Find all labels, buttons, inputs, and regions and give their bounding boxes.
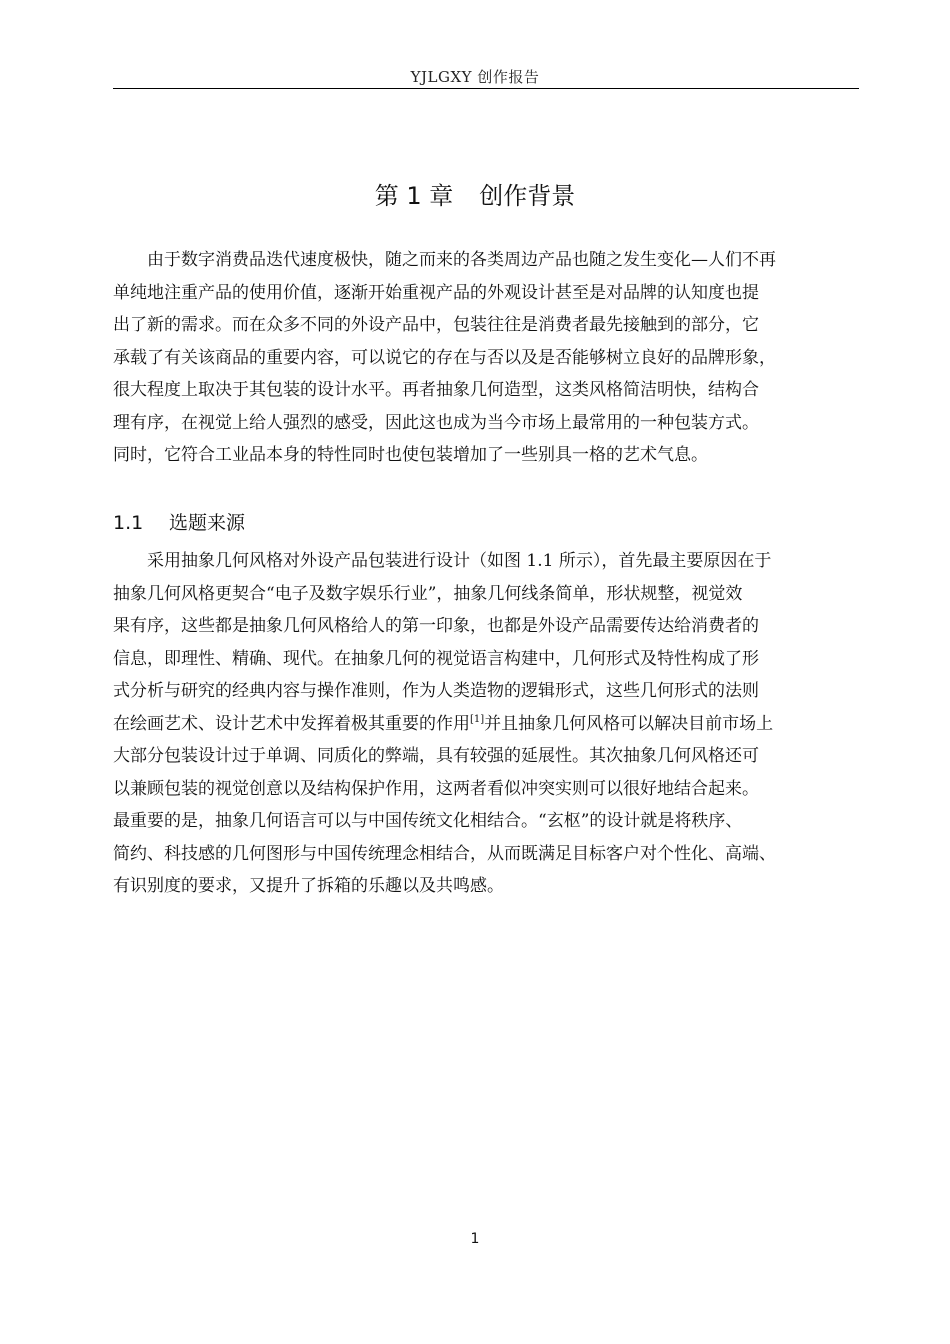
paragraph-line: 最重要的是，抽象几何语言可以与中国传统文化相结合。“玄枢”的设计就是将秩序、 [113,811,743,831]
paragraph-line: 由于数字消费品迭代速度极快，随之而来的各类周边产品也随之发生变化—人们不再 [147,250,776,270]
header-rule [113,88,859,89]
paragraph-line: 信息，即理性、精确、现代。在抽象几何的视觉语言构建中，几何形式及特性构成了形 [113,648,759,669]
paragraph-line-with-citation [113,708,863,741]
paragraph-line: 有识别度的要求，又提升了拆箱的乐趣以及共鸣感。 [113,876,504,896]
paragraph-line: 出了新的需求。而在众多不同的外设产品中，包装往往是消费者最先接触到的部分，它 [113,315,759,335]
paragraph-background [113,244,863,472]
paragraph-line: 简约、科技感的几何图形与中国传统理念相结合，从而既满足目标客户对个性化、高端、 [113,843,776,864]
chapter-title-text: 创作背景 [479,182,576,210]
paragraph-topic-source [113,545,863,903]
cite-line-text: 并且抽象几何风格可以解决目前市场上 [484,713,774,734]
chapter-number: 第 1 章 [374,182,454,210]
paragraph-line: 单纯地注重产品的使用价值，逐渐开始重视产品的外观设计甚至是对品牌的认知度也提 [113,282,759,303]
paragraph-line: 理有序，在视觉上给人强烈的感受，因此这也成为当今市场上最常用的一种包装方式。 [113,412,759,433]
paragraph-line: 同时，它符合工业品本身的特性同时也使包装增加了一些别具一格的艺术气息。 [113,445,708,465]
running-header: YJLGXY 创作报告 [410,68,540,86]
paragraph-line: 以兼顾包装的视觉创意以及结构保护作用，这两者看似冲突实则可以很好地结合起来。 [113,778,759,799]
section-heading [113,508,245,535]
paragraph-line: 式分析与研究的经典内容与操作准则，作为人类造物的逻辑形式，这些几何形式的法则 [113,681,759,701]
paragraph-line: 大部分包装设计过于单调、同质化的弊端，具有较强的延展性。其次抽象几何风格还可 [113,746,759,766]
cite-line-text: 在绘画艺术、设计艺术中发挥着极其重要的作用 [113,713,470,734]
section-number: 1.1 [113,512,144,534]
chapter-title [0,176,950,211]
paragraph-line: 很大程度上取决于其包装的设计水平。再者抽象几何造型，这类风格简洁明快，结构合 [113,380,759,400]
paragraph-line: 采用抽象几何风格对外设产品包装进行设计（如图 1.1 所示），首先最主要原因在于 [147,551,772,571]
page-number: 1 [470,1231,480,1247]
paragraph-line: 承载了有关该商品的重要内容，可以说它的存在与否以及是否能够树立良好的品牌形象， [113,347,776,368]
paragraph-line: 抽象几何风格更契合“电子及数字娱乐行业”，抽象几何线条简单，形状规整，视觉效 [113,583,743,604]
paragraph-line: 果有序，这些都是抽象几何风格给人的第一印象，也都是外设产品需要传达给消费者的 [113,616,759,636]
section-title-text: 选题来源 [169,512,246,534]
citation-reference[interactable]: [1] [470,713,485,725]
